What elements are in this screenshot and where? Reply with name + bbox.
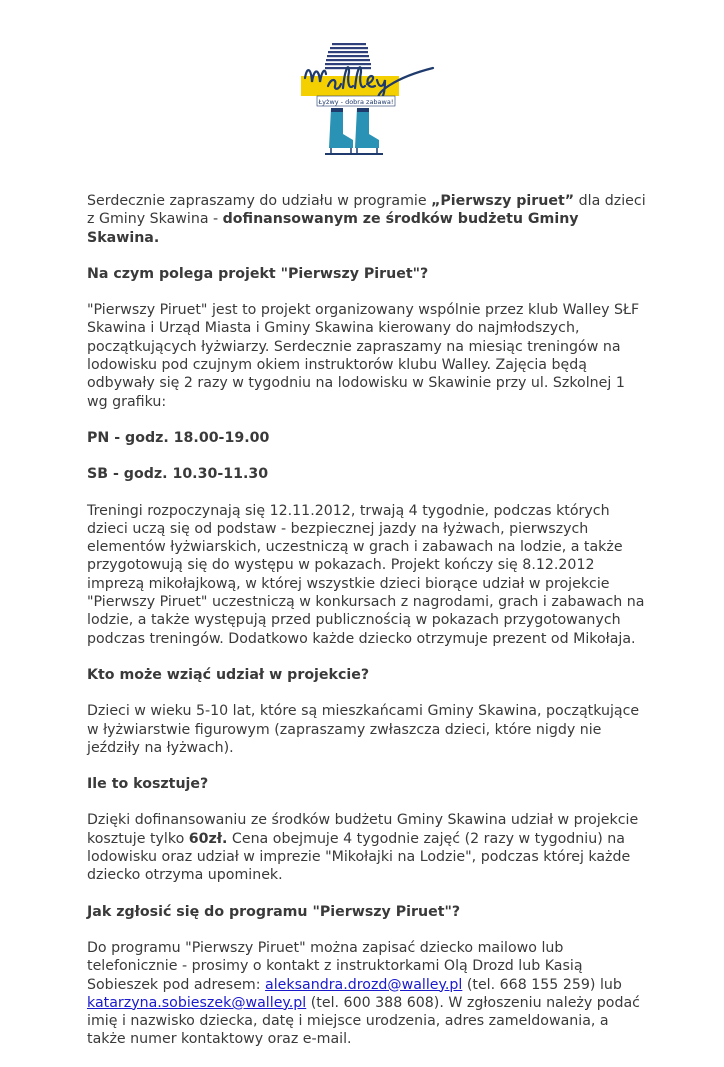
schedule-saturday: SB - godz. 10.30-11.30 <box>87 466 269 483</box>
registration-text: (tel. 668 155 259) lub <box>462 976 622 993</box>
heading-cost: Ile to kosztuje? <box>87 776 209 793</box>
heading-registration: Jak zgłosić się do programu "Pierwszy Piruet"? <box>87 903 461 920</box>
intro-text: Serdecznie zapraszamy do udziału w programie <box>87 193 432 209</box>
heading-project: Na czym polega projekt "Pierwszy Piruet"? <box>87 265 429 282</box>
skates-icon <box>325 108 383 154</box>
eligibility-description: Dzieci w wieku 5-10 lat, które są mieszkańcami Gminy Skawina, początkujące w łyżwiarstwie figurowym (zapraszamy zwłaszcza dzieci, które nigdy nie jeździły na łyżwach). <box>87 703 640 756</box>
project-description: "Pierwszy Piruet" jest to projekt organizowany wspólnie przez klub Walley SŁF Skawina i Urząd Miasta i Gminy Skawina kierowany do najmłodszych, początkujących łyżwiarzy. Serdecznie zapraszamy na miesiąc treningów na lodowisku pod czujnym okiem instruktorów klubu Walley. Zajęcia będą odbywały się 2 razy w tygodniu na lodowisku w Skawinie przy ul. Szkolnej 1 wg grafiku: <box>87 302 640 410</box>
registration-description <box>87 939 647 1049</box>
schedule-monday: PN - godz. 18.00-19.00 <box>87 429 270 446</box>
email-link-drozd[interactable]: aleksandra.drozd@walley.pl <box>265 976 463 993</box>
intro-paragraph <box>87 192 647 247</box>
walley-logo <box>295 38 440 160</box>
program-name: „Pierwszy piruet” <box>431 193 575 209</box>
email-link-sobieszek[interactable]: katarzyna.sobieszek@walley.pl <box>87 994 307 1011</box>
cost-text: Cena obejmuje 4 tygodnie zajęć (2 razy w tygodniu) na lodowisku oraz udział w imprezie "Mikołajki na Lodzie", podczas której każde dziecko otrzyma upominek. <box>87 830 631 884</box>
cost-description <box>87 811 647 884</box>
cost-text: Dzięki dofinansowaniu ze środków budżetu Gminy Skawina udział w projekcie kosztuje tylko <box>87 812 639 847</box>
logo-stripes <box>325 43 371 69</box>
intro-text: dla dzieci z Gminy Skawina - <box>87 193 646 228</box>
registration-text: (tel. 600 388 608). W zgłoszeniu należy podać imię i nazwisko dziecka, datę i miejsce urodzenia, adres zameldowania, a także numer kontaktowy oraz e-mail. <box>87 994 640 1048</box>
heading-eligibility: Kto może wziąć udział w projekcie? <box>87 666 370 683</box>
registration-text: Do programu "Pierwszy Piruet" można zapisać dziecko mailowo lub telefonicznie - prosimy o kontakt z instruktorkami Olą Drozd lub Kasią Sobieszek pod adresem: <box>87 939 583 993</box>
price: 60zł. <box>188 830 228 847</box>
funding-note: dofinansowanym ze środków budżetu Gminy Skawina. <box>87 211 579 246</box>
document-body <box>87 192 647 1067</box>
logo-tagline: Łyżwy - dobra zabawa! <box>318 98 394 106</box>
training-description: Treningi rozpoczynają się 12.11.2012, trwają 4 tygodnie, podczas których dzieci uczą się od podstaw - bezpiecznej jazdy na łyżwach, pierwszych elementów łyżwiarskich, uczestniczą w grach i zabawach na lodzie, a także przygotowują się do występu w pokazach. Projekt kończy się 8.12.2012 imprezą mikołajkową, w której wszystkie dzieci biorące udział w projekcie "Pierwszy Piruet" uczestniczą w konkursach z nagrodami, grach i zabawach na lodzie, a także występują przed publicznością w pokazach przygotowanych podczas treningów. Dodatkowo każde dziecko otrzymuje prezent od Mikołaja. <box>87 502 645 647</box>
